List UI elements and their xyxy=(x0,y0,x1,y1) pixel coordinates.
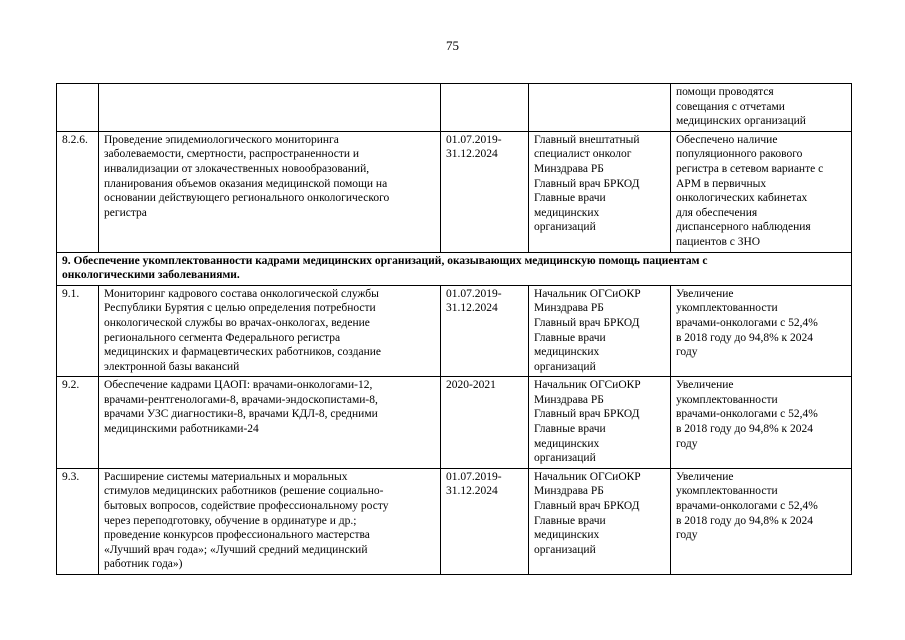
result-line: медицинских организаций xyxy=(676,115,806,128)
measure-row xyxy=(57,377,852,469)
section-heading-line: 9. Обеспечение укомплектованности кадрами медицинских организаций, оказывающих медицинскую помощь пациентам с xyxy=(62,254,708,267)
result-line: онкологических кабинетах xyxy=(676,192,808,205)
result-line: Обеспечено наличие xyxy=(676,133,778,146)
cell-result xyxy=(671,84,852,132)
cell-event xyxy=(99,131,441,252)
responsible-line: Главный врач БРКОД xyxy=(534,408,640,421)
measure-row xyxy=(57,285,852,377)
cell-term xyxy=(441,131,529,252)
term-line: 01.07.2019- xyxy=(446,470,502,483)
cell-number xyxy=(57,84,99,132)
responsible-line: организаций xyxy=(534,452,596,465)
responsible-line: Главные врачи xyxy=(534,192,606,205)
result-line: диспансерного наблюдения xyxy=(676,221,811,234)
cell-term xyxy=(441,377,529,469)
result-line: регистра в сетевом варианте с xyxy=(676,162,824,175)
event-line: электронной базы вакансий xyxy=(104,360,240,373)
cell-number: 9.1. xyxy=(57,285,99,377)
responsible-line: специалист онколог xyxy=(534,148,632,161)
responsible-line: Главный врач БРКОД xyxy=(534,500,640,513)
section-heading-line: онкологическими заболеваниями. xyxy=(62,269,240,282)
cell-number: 9.2. xyxy=(57,377,99,469)
responsible-line: Начальник ОГСиОКР xyxy=(534,470,641,483)
event-line: регионального сегмента Федерального регистра xyxy=(104,331,341,344)
cell-event xyxy=(99,84,441,132)
cell-responsible xyxy=(529,468,671,574)
result-line: укомплектованности xyxy=(676,485,778,498)
cell-responsible xyxy=(529,84,671,132)
result-line: году xyxy=(676,346,698,359)
result-line: Увеличение xyxy=(676,470,734,483)
event-line: планирования объемов оказания медицинской помощи на xyxy=(104,177,388,190)
term-line: 01.07.2019- xyxy=(446,287,502,300)
event-line: основании действующего регионального онкологического xyxy=(104,192,390,205)
event-line: Проведение эпидемиологического мониторинга xyxy=(104,133,339,146)
event-line: медицинскими работниками-24 xyxy=(104,423,259,436)
result-line: Увеличение xyxy=(676,379,734,392)
cell-term xyxy=(441,84,529,132)
measure-row xyxy=(57,131,852,252)
cell-responsible xyxy=(529,377,671,469)
responsible-line: Минздрава РБ xyxy=(534,393,604,406)
cell-responsible xyxy=(529,285,671,377)
responsible-line: медицинских xyxy=(534,206,600,219)
responsible-line: Главные врачи xyxy=(534,331,606,344)
event-line: медицинских и фармацевтических работников, создание xyxy=(104,346,381,359)
measure-row xyxy=(57,468,852,574)
term-line: 31.12.2024 xyxy=(446,485,498,498)
cell-result xyxy=(671,131,852,252)
responsible-line: Главный внештатный xyxy=(534,133,640,146)
responsible-line: организаций xyxy=(534,543,596,556)
result-line: врачами-онкологами с 52,4% xyxy=(676,500,818,513)
event-line: через переподготовку, обучение в ординатуре и др.; xyxy=(104,514,357,527)
result-line: укомплектованности xyxy=(676,302,778,315)
result-line: пациентов с ЗНО xyxy=(676,235,761,248)
continuation-row xyxy=(57,84,852,132)
event-line: Республики Бурятия с целью определения потребности xyxy=(104,302,376,315)
event-line: Мониторинг кадрового состава онкологической службы xyxy=(104,287,379,300)
result-line: врачами-онкологами с 52,4% xyxy=(676,408,818,421)
cell-responsible xyxy=(529,131,671,252)
event-line: заболеваемости, смертности, распространенности и xyxy=(104,148,360,161)
responsible-line: Главные врачи xyxy=(534,423,606,436)
result-line: году xyxy=(676,529,698,542)
responsible-line: Начальник ОГСиОКР xyxy=(534,379,641,392)
event-line: стимулов медицинских работников (решение социально- xyxy=(104,485,384,498)
cell-term xyxy=(441,285,529,377)
cell-term xyxy=(441,468,529,574)
result-line: Увеличение xyxy=(676,287,734,300)
result-line: году xyxy=(676,437,698,450)
responsible-line: медицинских xyxy=(534,346,600,359)
event-line: Обеспечение кадрами ЦАОП: врачами-онкологами-12, xyxy=(104,379,373,392)
result-line: в 2018 году до 94,8% к 2024 xyxy=(676,331,814,344)
responsible-line: Главный врач БРКОД xyxy=(534,177,640,190)
section-heading-row xyxy=(57,252,852,285)
responsible-line: организаций xyxy=(534,221,596,234)
event-line: врачами-рентгенологами-8, врачами-эндоскопистами-8, xyxy=(104,393,378,406)
cell-result xyxy=(671,468,852,574)
event-line: проведение конкурсов профессионального мастерства xyxy=(104,529,370,542)
term-line: 2020-2021 xyxy=(446,379,496,392)
result-line: для обеспечения xyxy=(676,206,758,219)
cell-event xyxy=(99,285,441,377)
result-line: в 2018 году до 94,8% к 2024 xyxy=(676,423,814,436)
event-line: работник года») xyxy=(104,558,183,571)
cell-result xyxy=(671,377,852,469)
page-number: 75 xyxy=(446,38,459,53)
responsible-line: Минздрава РБ xyxy=(534,162,604,175)
cell-event xyxy=(99,377,441,469)
event-line: «Лучший врач года»; «Лучший средний медицинский xyxy=(104,543,368,556)
cell-result xyxy=(671,285,852,377)
responsible-line: медицинских xyxy=(534,437,600,450)
result-line: помощи проводятся xyxy=(676,86,774,98)
event-line: инвалидизации от злокачественных новообразований, xyxy=(104,162,370,175)
responsible-line: медицинских xyxy=(534,529,600,542)
section-heading xyxy=(57,252,852,285)
responsible-line: Минздрава РБ xyxy=(534,302,604,315)
responsible-line: Начальник ОГСиОКР xyxy=(534,287,641,300)
result-line: популяционного ракового xyxy=(676,148,803,161)
result-line: укомплектованности xyxy=(676,393,778,406)
result-line: в 2018 году до 94,8% к 2024 xyxy=(676,514,814,527)
measures-table-body xyxy=(57,84,852,575)
result-line: совещания с отчетами xyxy=(676,100,785,113)
term-line: 31.12.2024 xyxy=(446,302,498,315)
responsible-line: Главные врачи xyxy=(534,514,606,527)
responsible-line: Минздрава РБ xyxy=(534,485,604,498)
responsible-line: организаций xyxy=(534,360,596,373)
event-line: регистра xyxy=(104,206,147,219)
result-line: врачами-онкологами с 52,4% xyxy=(676,316,818,329)
term-line: 01.07.2019- xyxy=(446,133,502,146)
event-line: онкологической службы во врачах-онкологах, ведение xyxy=(104,316,370,329)
event-line: бытовых вопросов, содействие профессиональному росту xyxy=(104,500,389,513)
cell-event xyxy=(99,468,441,574)
event-line: врачами УЗС диагностики-8, врачами КДЛ-8, средними xyxy=(104,408,378,421)
responsible-line: Главный врач БРКОД xyxy=(534,316,640,329)
measures-table xyxy=(56,83,852,575)
cell-number: 8.2.6. xyxy=(57,131,99,252)
cell-number: 9.3. xyxy=(57,468,99,574)
result-line: АРМ в первичных xyxy=(676,177,767,190)
term-line: 31.12.2024 xyxy=(446,148,498,161)
event-line: Расширение системы материальных и моральных xyxy=(104,470,348,483)
